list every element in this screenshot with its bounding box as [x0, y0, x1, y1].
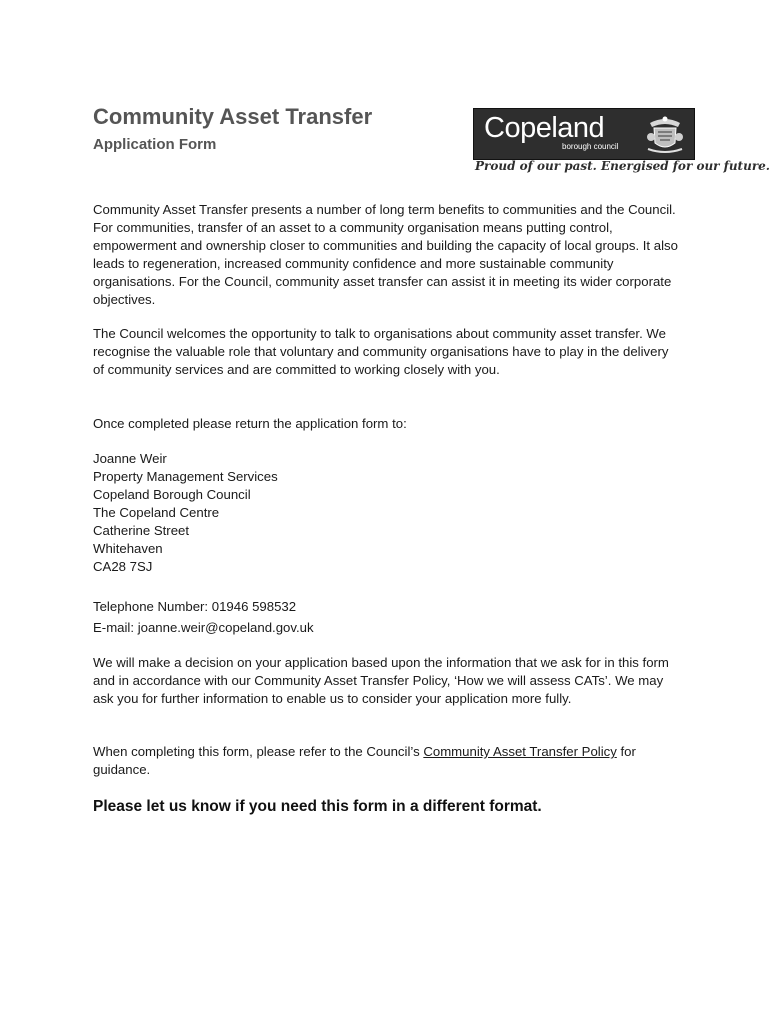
- address-line: Copeland Borough Council: [93, 487, 251, 502]
- address-line: Joanne Weir: [93, 451, 167, 466]
- crest-icon: [642, 111, 688, 157]
- guidance-paragraph: [93, 743, 683, 779]
- guidance-prefix: When completing this form, please refer to the Council’s: [93, 744, 424, 759]
- guidance-suffix: for guidance.: [93, 744, 636, 777]
- policy-link[interactable]: Community Asset Transfer Policy: [423, 744, 617, 759]
- page-subtitle: Application Form: [93, 136, 217, 153]
- email-address[interactable]: E-mail: joanne.weir@copeland.gov.uk: [93, 620, 314, 635]
- format-request-note: Please let us know if you need this form in a different format.: [93, 798, 542, 815]
- address-line: Property Management Services: [93, 469, 278, 484]
- return-instruction: Once completed please return the application form to:: [93, 416, 407, 431]
- logo-name: Copeland: [484, 112, 605, 144]
- address-line: Whitehaven: [93, 541, 163, 556]
- address-line: The Copeland Centre: [93, 505, 220, 520]
- decision-paragraph: We will make a decision on your application based upon the information that we ask for in this form and in accordance with our Community Asset Transfer Policy, ‘How we will assess CATs’. We may ask you for further information to enable us to consider your application more fully.: [93, 655, 669, 706]
- welcome-paragraph: The Council welcomes the opportunity to talk to organisations about community asset transfer. We recognise the valuable role that voluntary and community organisations have to play in the delivery of community services and are committed to working closely with you.: [93, 326, 669, 377]
- logo-tagline: Proud of our past. Energised for our future.: [475, 159, 770, 173]
- address-line: CA28 7SJ: [93, 559, 153, 574]
- intro-paragraph: Community Asset Transfer presents a number of long term benefits to communities and the Council. For communities, transfer of an asset to a community organisation means putting control, empowerment and ownership closer to communities and building the capacity of local groups. It also leads to regeneration, increased community confidence and more sustainable community organisations. For the Council, community asset transfer can assist it in meeting its wider corporate objectives.: [93, 202, 678, 307]
- telephone-number: Telephone Number: 01946 598532: [93, 599, 297, 614]
- logo-subtitle: borough council: [562, 142, 619, 151]
- copeland-logo: [473, 105, 770, 177]
- address-line: Catherine Street: [93, 523, 190, 538]
- return-address: [93, 450, 683, 576]
- contact-details: [93, 596, 683, 638]
- logo-box: [473, 108, 695, 160]
- page-title: Community Asset Transfer: [93, 104, 373, 129]
